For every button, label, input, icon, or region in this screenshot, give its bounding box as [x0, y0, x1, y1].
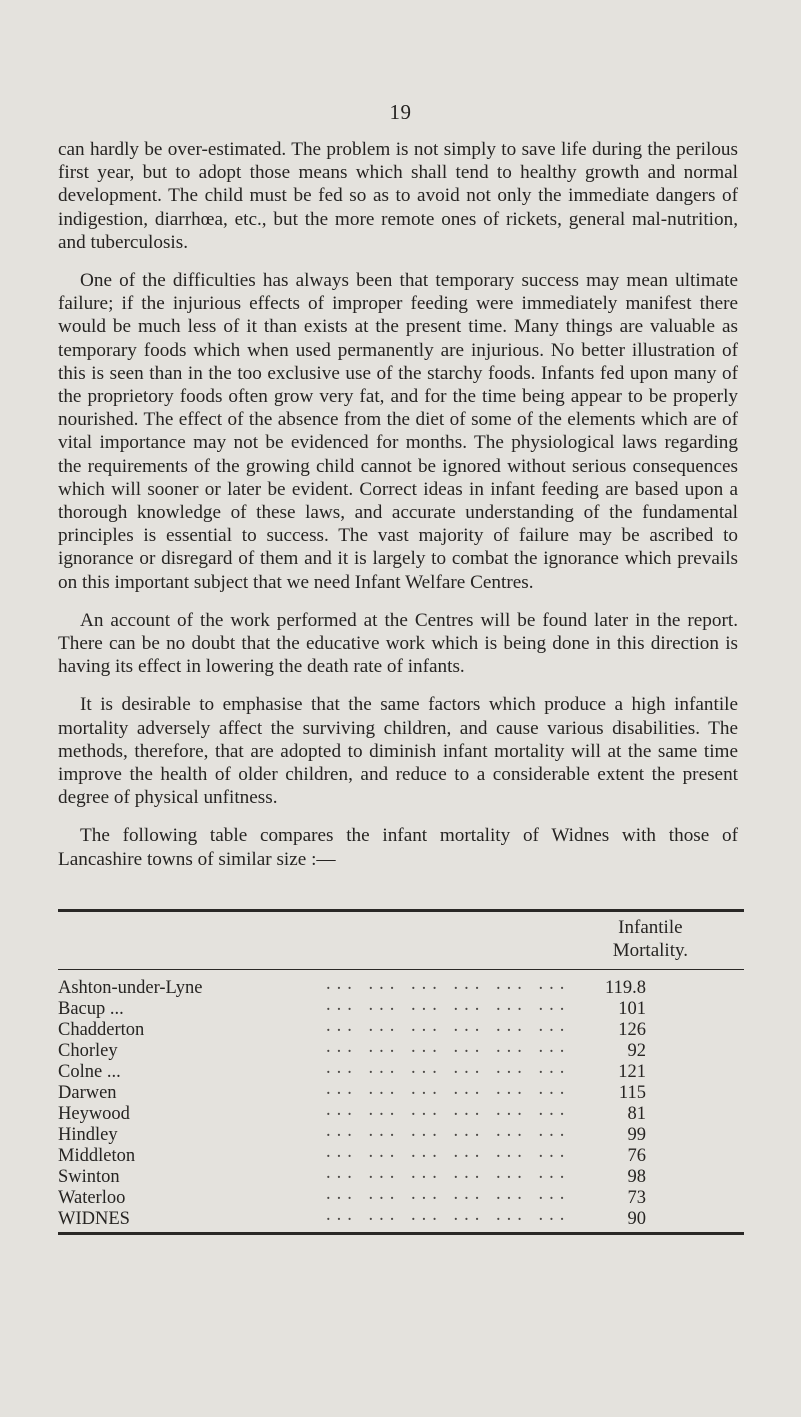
infant-mortality-table: [58, 909, 744, 1235]
paragraph-1: can hardly be over-estimated. The problem is not simply to save life during the perilous first year, but to adopt those means which shall tend to healthy growth and normal development. The child must be fed so as to avoid not only the immediate dangers of indigestion, diarrhœa, etc., but the more remote ones of rickets, general mal-nutrition, and tuberculosis.: [58, 139, 738, 253]
leader-dots: ... ... ... ... ... ...: [326, 1037, 571, 1057]
page-number: 19: [389, 100, 412, 124]
leader-dots: ... ... ... ... ... ...: [326, 1121, 571, 1141]
table-bottom-rule: [58, 1232, 744, 1235]
mortality-value: 81: [627, 1104, 646, 1124]
leader-dots: ... ... ... ... ... ...: [326, 1016, 571, 1036]
table-row: [58, 1205, 744, 1230]
paragraph-3: An account of the work performed at the Centres will be found later in the report. There can be no doubt that the educative work which is being done in this direction is having its effect in lowering the death rate of infants.: [58, 609, 738, 678]
table-body: [58, 970, 744, 1232]
town-name: Darwen: [58, 1083, 117, 1103]
paragraph-5: The following table compares the infant mortality of Widnes with those of Lancashire towns of similar size :—: [58, 825, 738, 870]
town-name: Heywood: [58, 1104, 130, 1124]
paragraph-2: One of the difficulties has always been that temporary success may mean ultimate failure; if the injurious effects of improper feeding were immediately manifest there would be much less of it than exists at the present time. Many things are valuable as temporary foods which when used permanently are injurious. No better illustration of this is seen than in the too exclusive use of the starchy foods. Infants fed upon many of the proprietory foods often grow very fat, and for the time being appear to be properly nourished. The effect of the absence from the diet of some of the elements which are of vital importance may not be evidenced for months. The physiological laws regarding the requirements of the growing child cannot be ignored without serious consequences which will sooner or later be evident. Correct ideas in infant feeding are based upon a thorough knowledge of these laws, and accurate understanding of the fundamental principles is essential to success. The vast majority of failure may be ascribed to ignorance or disregard of them and it is largely to combat the ignorance which prevails on this important subject that we need Infant Welfare Centres.: [58, 270, 738, 593]
leader-dots: ... ... ... ... ... ...: [326, 1100, 571, 1120]
town-name: Chorley: [58, 1041, 118, 1061]
leader-dots: ... ... ... ... ... ...: [326, 1058, 571, 1078]
mortality-value: 101: [618, 999, 646, 1019]
mortality-value: 99: [627, 1125, 646, 1145]
leader-dots: ... ... ... ... ... ...: [326, 1079, 571, 1099]
column-header-infantile-mortality: [613, 916, 688, 962]
paragraph-4: It is desirable to emphasise that the same factors which produce a high infantile mortality adversely affect the surviving children, and cause various disabilities. The methods, therefore, that are adopted to diminish infant mortality will at the same time improve the health of older children, and reduce to a considerable extent the present degree of physical unfitness.: [58, 694, 738, 809]
table-header: [58, 912, 744, 969]
town-name: Ashton-under-Lyne: [58, 978, 203, 998]
town-name: Bacup ...: [58, 999, 124, 1019]
mortality-value: 76: [627, 1146, 646, 1166]
town-name: Chadderton: [58, 1020, 145, 1040]
mortality-value: 115: [618, 1083, 646, 1103]
mortality-value: 126: [618, 1020, 646, 1040]
leader-dots: ... ... ... ... ... ...: [326, 974, 571, 994]
body-text: [58, 138, 738, 886]
column-header-line-2: Mortality.: [612, 940, 688, 961]
town-name: Middleton: [58, 1146, 136, 1166]
leader-dots: ... ... ... ... ... ...: [326, 1163, 571, 1183]
mortality-value: 98: [627, 1167, 646, 1187]
leader-dots: ... ... ... ... ... ...: [326, 1205, 571, 1225]
mortality-value: 119.8: [605, 978, 646, 998]
town-name: Swinton: [58, 1167, 120, 1187]
leader-dots: ... ... ... ... ... ...: [326, 995, 571, 1015]
town-name: Waterloo: [58, 1188, 126, 1208]
town-name: Hindley: [58, 1125, 118, 1145]
town-name: WIDNES: [58, 1209, 130, 1229]
mortality-value: 121: [618, 1062, 646, 1082]
column-header-line-1: Infantile: [618, 917, 683, 938]
mortality-value: 90: [627, 1209, 646, 1229]
mortality-value: 73: [627, 1188, 646, 1208]
town-name: Colne ...: [58, 1062, 121, 1082]
leader-dots: ... ... ... ... ... ...: [326, 1142, 571, 1162]
leader-dots: ... ... ... ... ... ...: [326, 1184, 571, 1204]
mortality-value: 92: [627, 1041, 646, 1061]
